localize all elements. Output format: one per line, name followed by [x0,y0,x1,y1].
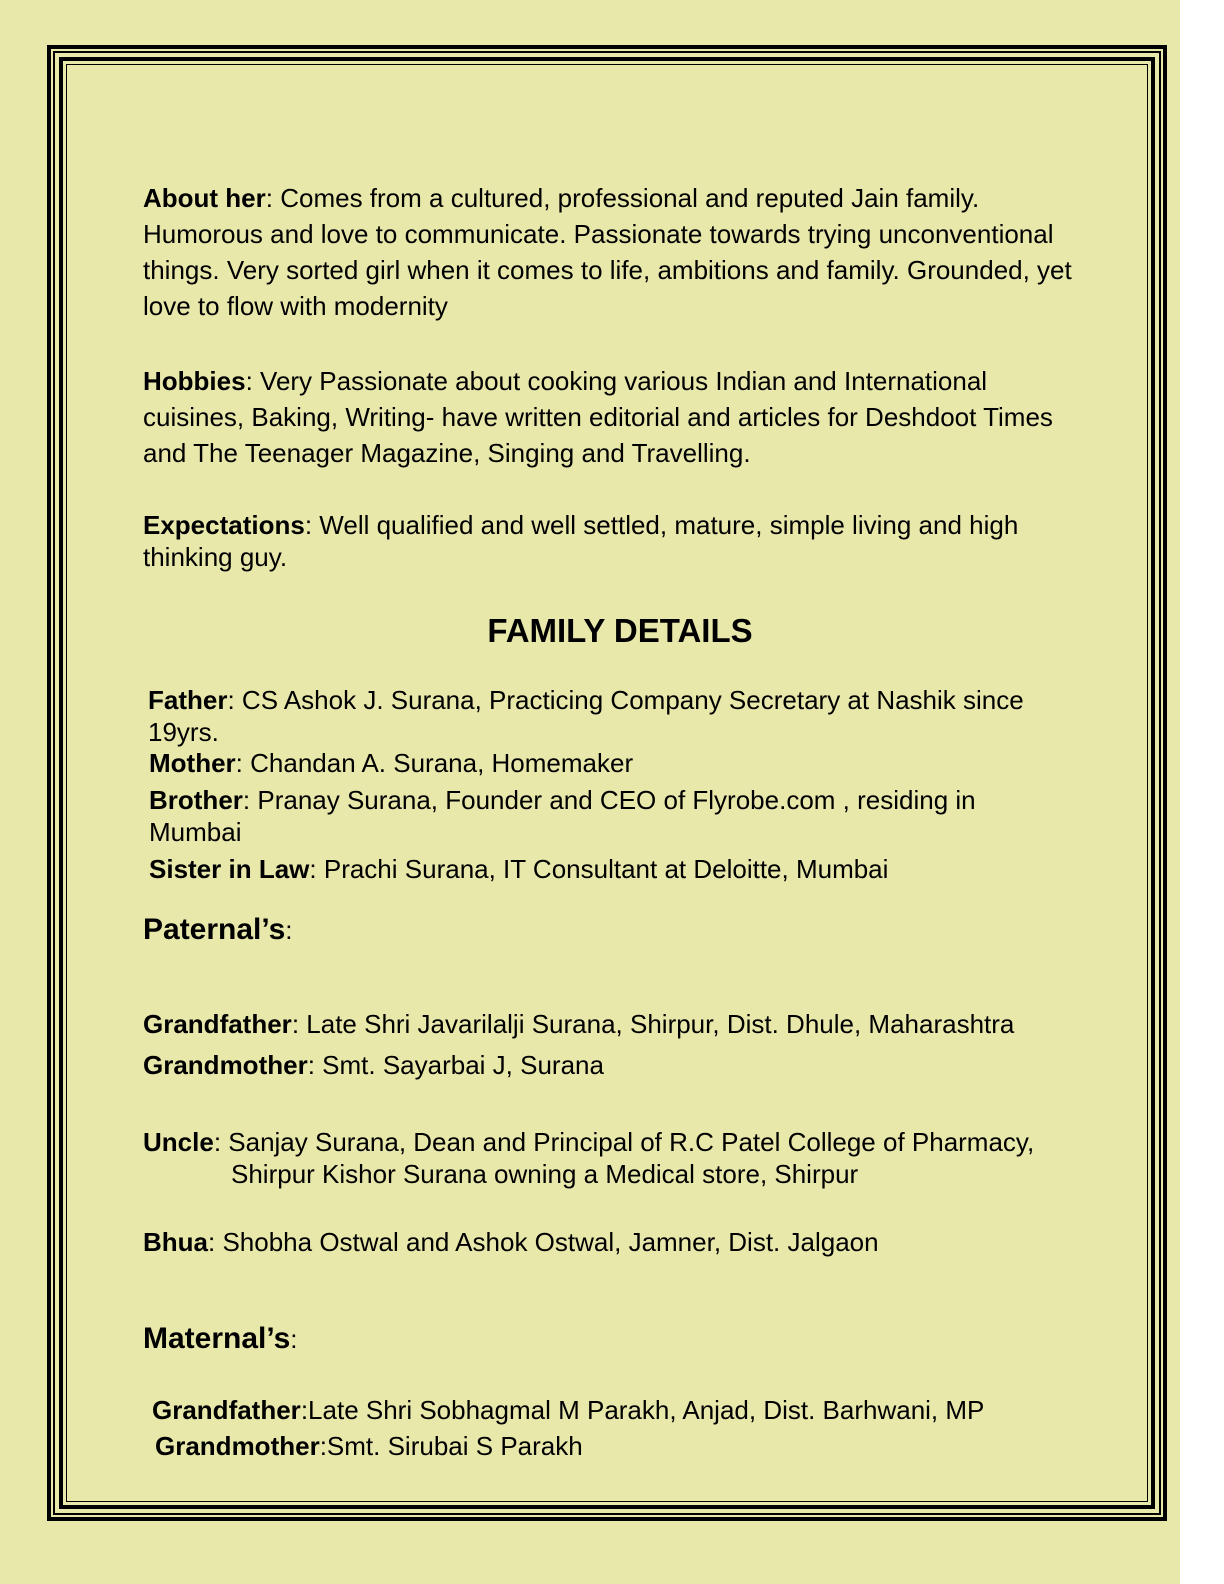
about-text: Comes from a cultured, professional and reputed Jain family. Humorous and love to communicate. Passionate towards trying unconventional things. Very sorted girl when it comes to life, ambitions and family. Grounded, yet love to flow with modernity [143,183,1072,321]
maternal-grandfather-text: Late Shri Sobhagmal M Parakh, Anjad, Dist. Barhwani, MP [308,1395,985,1425]
paternal-heading-separator: : [285,915,293,945]
sister-in-law-separator: : [309,854,317,884]
hobbies-section [143,363,1088,471]
uncle-text-line1: Sanjay Surana, Dean and Principal of R.C Patel College of Pharmacy, [221,1127,1035,1157]
bhua-separator: : [208,1227,216,1257]
mother-separator: : [235,748,243,778]
paternal-grandmother-label: Grandmother [143,1050,308,1080]
uncle-entry-continued [231,1158,858,1190]
paternal-grandfather-entry [143,1008,1014,1040]
father-text: CS Ashok J. Surana, Practicing Company Secretary at Nashik since 19yrs. [148,685,1024,747]
maternal-heading [143,1322,298,1356]
sister-in-law-entry [149,853,888,885]
bhua-text: Shobha Ostwal and Ashok Ostwal, Jamner, Dist. Jalgaon [215,1227,879,1257]
paternal-heading [143,913,293,947]
paternal-grandmother-entry [143,1049,604,1081]
mother-label: Mother [149,748,236,778]
maternal-heading-separator: : [290,1324,298,1354]
expectations-section [143,509,1103,573]
expectations-label: Expectations [143,510,305,540]
hobbies-label: Hobbies [143,366,246,396]
paternal-grandmother-text: Smt. Sayarbai J, Surana [314,1050,604,1080]
hobbies-separator: : [245,366,253,396]
maternal-grandmother-separator: : [319,1431,327,1461]
family-details-heading: FAMILY DETAILS [487,612,753,649]
bhua-label: Bhua [143,1227,208,1257]
uncle-entry [143,1126,1034,1158]
maternal-grandmother-label: Grandmother [155,1431,320,1461]
brother-entry [149,784,1049,848]
uncle-text-line2: Shirpur Kishor Surana owning a Medical store, Shirpur [231,1159,859,1189]
maternal-grandmother-text: Smt. Sirubai S Parakh [326,1431,583,1461]
expectations-text: Well qualified and well settled, mature, simple living and high thinking guy. [143,510,1019,572]
uncle-separator: : [213,1127,222,1157]
maternal-grandmother-entry [155,1430,583,1462]
maternal-grandfather-separator: : [300,1395,309,1425]
about-section [143,180,1088,324]
maternal-grandfather-entry [152,1394,984,1426]
father-label: Father [148,685,228,715]
paternal-grandfather-separator: : [291,1009,300,1039]
brother-label: Brother [149,785,243,815]
hobbies-text: Very Passionate about cooking various Indian and International cuisines, Baking, Writing- have written editorial and articles for Deshdoot Times and The Teenager Magazine, Singing and Travelling. [143,366,1053,468]
bhua-entry [143,1226,879,1258]
father-separator: : [227,685,235,715]
about-label: About her [143,183,266,213]
sister-in-law-label: Sister in Law [149,854,310,884]
mother-entry [149,747,633,779]
expectations-separator: : [304,510,313,540]
sister-in-law-text: Prachi Surana, IT Consultant at Deloitte, Mumbai [316,854,889,884]
maternal-grandfather-label: Grandfather [152,1395,301,1425]
paternal-grandfather-text: Late Shri Javarilalji Surana, Shirpur, Dist. Dhule, Maharashtra [299,1009,1015,1039]
father-entry [148,684,1098,748]
brother-text: Pranay Surana, Founder and CEO of Flyrobe.com , residing in Mumbai [149,785,976,847]
about-separator: : [265,183,273,213]
brother-separator: : [242,785,251,815]
paternal-heading-label: Paternal’s [143,913,286,946]
mother-text: Chandan A. Surana, Homemaker [242,748,634,778]
paternal-grandfather-label: Grandfather [143,1009,292,1039]
paternal-grandmother-separator: : [307,1050,315,1080]
uncle-label: Uncle [143,1127,214,1157]
maternal-heading-label: Maternal’s [143,1322,291,1355]
